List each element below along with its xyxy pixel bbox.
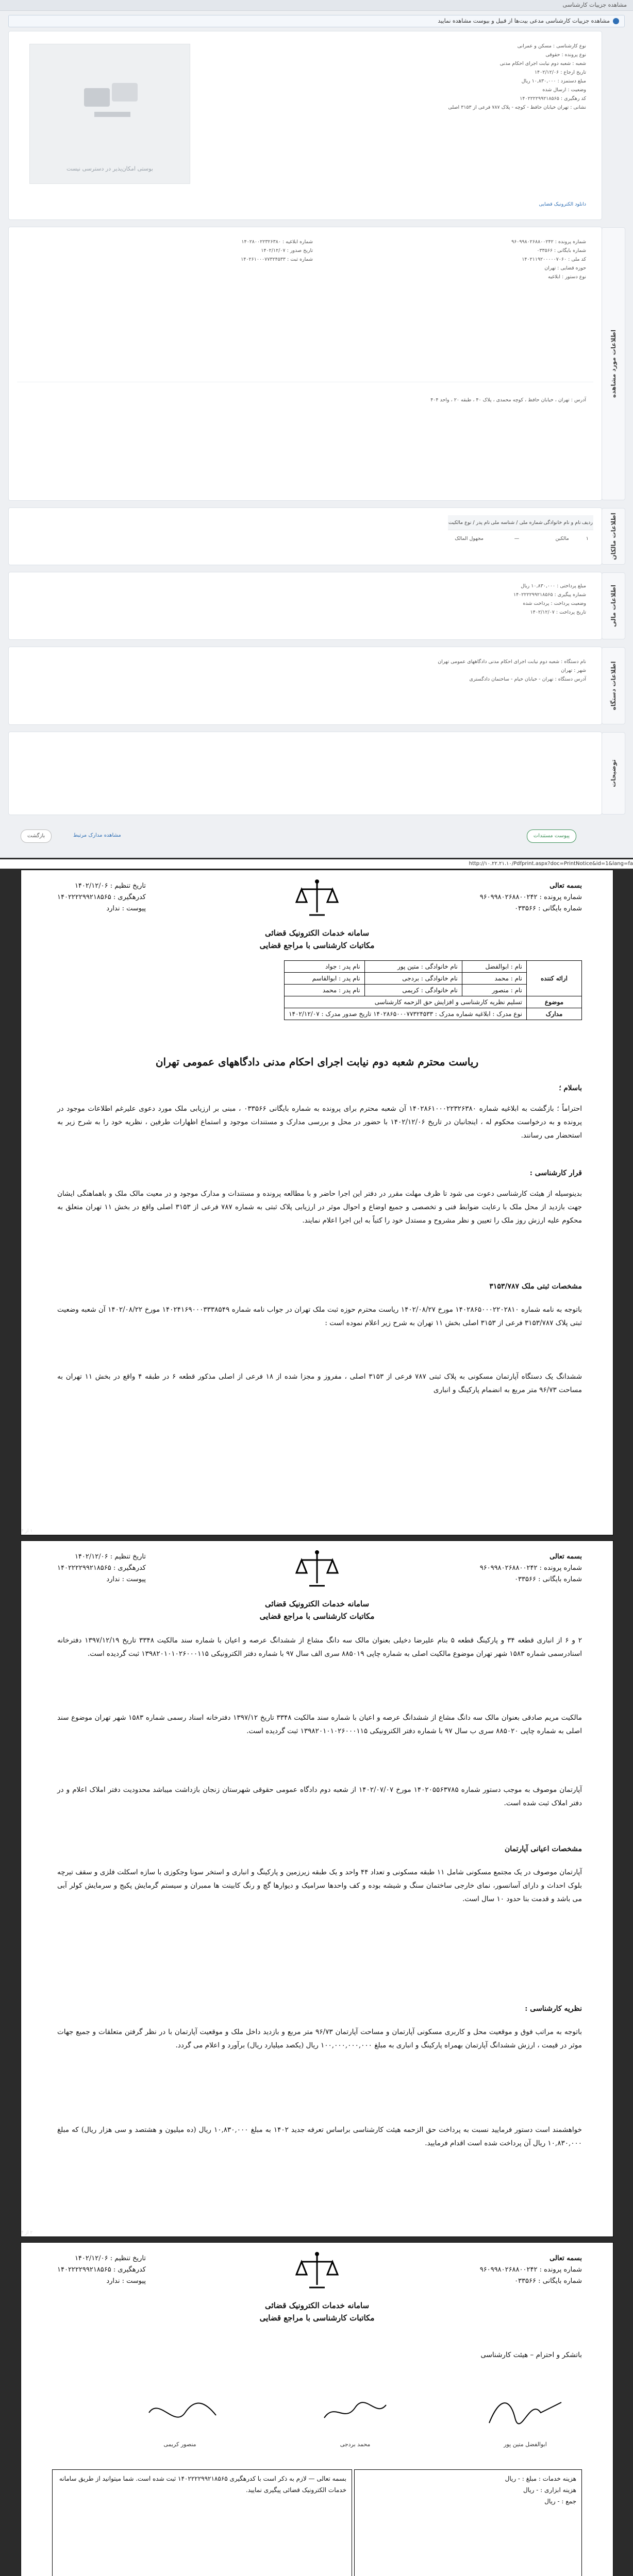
back-button[interactable]: بازگشت bbox=[21, 829, 52, 843]
paragraph: آپارتمان موصوف در یک مجتمع مسکونی شامل ۱۱ طبقه مسکونی و تعداد ۴۴ واحد و یک طبقه زیرزمین و پارکینگ و انباری و استخر سونا وجکوزی با سازه اسکلت فلزی و سقف تیرچه بلوک احداث و دارای آسانسور، نمای خارجی ساختمان سنگ و شیشه بوده و کف واحدها سرامیک و دیوارها گچ و رنگ کابینت ها ممبران و سیستم گرمایش پکیج و سرمایش کولر آبی می باشد و قدمت بنا حدود ۱۰ سال است. bbox=[57, 1868, 582, 1903]
paragraph: خواهشمند است دستور فرمایید نسبت به پرداخت حق الزحمه هیئت کارشناسی براساس تعرفه جدید ۱۴۰۲ به مبلغ ۱۰,۸۳۰,۰۰۰ ریال (ده میلیون و هشتصد و سی هزار ریال) که مبلغ ۱۰,۸۳۰,۰۰۰ ریال آن پرداخت شده است اقدام فرمایید. bbox=[57, 2126, 582, 2147]
doc-header-line: بسمه تعالی bbox=[549, 2255, 582, 2262]
fin-line: وضعیت پرداخت : پرداخت شده bbox=[523, 601, 586, 606]
attachments-value: نوع مدرک : ابلاغیه شماره مدرک : ۱۴۰۲۸۶۵۰۰۰۷۷۳۲۴۵۳۳ تاریخ صدور مدرک : ۱۴۰۲/۱۲/۰۷ bbox=[285, 1008, 527, 1020]
case-field: شماره ثبت : ۱۴۰۲۶۱۰۰۰۷۷۳۲۴۵۳۳ bbox=[241, 257, 313, 262]
table-header: شماره ملی / شناسه ملی bbox=[490, 515, 543, 530]
doc-header-line: پیوست : ندارد bbox=[106, 905, 146, 912]
image-caption: بوستی امکان‌پذیر در دسترسی نیست bbox=[66, 165, 153, 172]
office-line: نام دستگاه : شعبه دوم نیابت اجرای احکام مدنی دادگاههای عمومی تهران bbox=[438, 659, 586, 665]
table-row bbox=[285, 996, 582, 1008]
doc-header-line: کدرهگیری : ۱۴۰۲۲۲۲۹۹۲۱۸۵۶۵ bbox=[57, 1564, 146, 1572]
attachments-label: مدارک bbox=[527, 1008, 582, 1020]
doc-header-line: شماره پرونده : ۹۶۰۹۹۸۰۲۶۸۸۰۰۲۴۲ bbox=[479, 893, 582, 901]
office-line: آدرس دستگاه : تهران - خیابان خیام - ساختمان دادگستری bbox=[469, 676, 586, 682]
case-field: نوع دستور : ابلاغیه bbox=[548, 274, 586, 280]
attach-docs-button[interactable]: پیوست مستندات bbox=[527, 829, 576, 843]
info-line: نوع پرونده : حقوقی bbox=[545, 52, 586, 58]
signature-3 bbox=[139, 2392, 221, 2433]
paragraph: آپارتمان موصوف به موجب دستور شماره ۱۴۰۲۰۵۵۶۳۷۸۵ مورخ ۱۴۰۲/۰۷/۰۷ از شعبه دوم دادگاه عمومی حقوقی شهرستان زنجان بازداشت میباشد محدودیت دفتر املاک اعلام و در دفتر املاک ثبت شده است. bbox=[57, 1786, 582, 1807]
judiciary-emblem-icon bbox=[289, 1547, 345, 1594]
fin-line: تاریخ پرداخت : ۱۴۰۲/۱۲/۰۷ bbox=[530, 609, 586, 615]
fee-box bbox=[354, 2469, 582, 2576]
table-header: ردیف bbox=[581, 515, 593, 530]
doc-header-line: کدرهگیری : ۱۴۰۲۲۲۲۹۹۲۱۸۵۶۵ bbox=[57, 893, 146, 901]
doc-header-line: شماره بایگانی : ۰۳۳۵۶۶ bbox=[514, 2277, 582, 2285]
section-heading: مشخصات ثبتی ملک ۳۱۵۳/۷۸۷ bbox=[489, 1282, 582, 1291]
table-cell: نام : محمد bbox=[462, 973, 526, 985]
notes-section-tab bbox=[602, 732, 625, 815]
table-cell: نام پدر : محمد bbox=[285, 985, 365, 996]
parties-table bbox=[284, 960, 582, 1020]
case-card bbox=[8, 227, 617, 501]
image-placeholder bbox=[29, 44, 190, 184]
paragraph: بدینوسیله از هیئت کارشناسی دعوت می شود تا ظرف مهلت مقرر در دفتر این اجرا حاضر و با مطالعه پرونده و مستندات و مدارک موجود و در معیت مالک ملک و باهماهنگی ایشان جهت بازدید از محل ملک با رعایت ضوابط فنی و تخصصی و جمیع اوضاع و احوال موثر در ارزیابی پلاک ثبتی به شماره ۷۸۷ فرعی از ۳۱۵۳ اصلی واقع در بخش ۱۱ تهران متعلق به محکوم علیه ارزش روز ملک را تعیین و نظر مشروح و مستدل خود را کتباً به این اجرا اعلام نمایند. bbox=[57, 1190, 582, 1225]
alert-text: مشاهده جزییات کارشناسی مدعی بیت‌ها از قبیل و بیوست مشاهده نمایید bbox=[438, 18, 610, 24]
doc-header-center bbox=[21, 927, 613, 952]
footer-note: بسمه تعالی — لازم به ذکر است با کدرهگیری ۱۴۰۲۲۲۲۹۹۲۱۸۵۶۵ ثبت شده است. شما میتوانید از طریق سامانه خدمات الکترونیک قضائی پیگیری نمایید. bbox=[59, 2475, 346, 2494]
doc-header-right bbox=[480, 880, 582, 914]
info-alert bbox=[8, 15, 625, 27]
judiciary-emblem-icon bbox=[289, 2249, 345, 2295]
fin-section-title: اطلاعات مالی bbox=[610, 584, 617, 628]
doc-header-center bbox=[21, 1598, 613, 1622]
table-row bbox=[448, 530, 593, 547]
fin-line: مبلغ پرداختی : ۱۰,۸۳۰,۰۰۰ ریال bbox=[521, 583, 586, 589]
fin-line: شماره پیگیری : ۱۴۰۲۲۲۲۹۹۲۱۸۵۶۵ bbox=[513, 592, 586, 598]
paragraph: باتوجه به نامه شماره ۱۴۰۲۸۶۵۰۰۰۲۲۰۲۸۱۰ مورخ ۱۴۰۲/۰۸/۲۷ ریاست محترم حوزه ثبت ملک تهران در جواب نامه شماره ۱۴۰۲۴۱۶۹۰۰۰۳۳۳۸۵۴۹ مورخ ۱۴۰۲/۰۸/۲۲ آن شعبه وضعیت ثبتی پلاک ۳۱۵۳/۷۸۷ فرعی از ۳۱۵۳ اصلی بخش ۱۱ تهران به شرح زیر اعلام نموده است : bbox=[57, 1306, 582, 1327]
doc-system-name: سامانه خدمات الکترونیک قضائی bbox=[264, 2301, 370, 2310]
info-icon bbox=[613, 18, 619, 24]
info-line: شعبه : شعبه دوم نیابت اجرای احکام مدنی bbox=[499, 61, 586, 66]
doc-header-line: تاریخ تنظیم : ۱۴۰۲/۱۲/۰۶ bbox=[74, 882, 146, 890]
table-row bbox=[285, 961, 582, 973]
office-line: شهر : تهران bbox=[561, 668, 586, 673]
paragraph: احتراماً ؛ بازگشت به ابلاغیه شماره ۱۴۰۲۸۶۱۰۰۰۲۲۳۲۶۳۸۰ آن شعبه محترم برای پرونده به شماره بایگانی ۰۳۳۵۶۶ ، مبنی بر ارزیابی ملک مورد دعوی علیرغم اطلاعات موجود در پرونده و به درخواست محکوم له ، اینجانبان در تاریخ ۱۴۰۲/۱۲/۰۶ با حضور در محل و بررسی مدارک و مستندات موجود و استماع اظهارات طرفین ، نظریه خود را به شرح زیر به استحضار می رسانند. bbox=[57, 1105, 582, 1140]
doc-header-line: کدرهگیری : ۱۴۰۲۲۲۲۹۹۲۱۸۵۶۵ bbox=[57, 2266, 146, 2274]
case-field: شماره بایگانی : ۰۳۳۵۶۶ bbox=[537, 248, 586, 253]
doc-header-right bbox=[480, 2253, 582, 2287]
section-heading: مشخصات اعیانی آپارتمان bbox=[504, 1845, 582, 1853]
signer-name: محمد بردجی bbox=[340, 2441, 371, 2448]
doc-header-left bbox=[57, 880, 146, 914]
info-line: کد رهگیری : ۱۴۰۲۲۲۲۹۹۲۱۸۵۶۵ bbox=[520, 96, 586, 101]
doc-header-line: شماره بایگانی : ۰۳۳۵۶۶ bbox=[514, 1575, 582, 1583]
table-cell: ۱ bbox=[586, 535, 589, 541]
table-cell: نام پدر : جواد bbox=[285, 961, 365, 973]
signature-2 bbox=[314, 2392, 396, 2433]
section-heading: نظریه کارشناسی : bbox=[525, 2005, 582, 2013]
info-line: نشانی : تهران خیابان حافظ - کوچه - پلاک ۷۸۷ فرعی از ۳۱۵۳ اصلی bbox=[448, 105, 586, 110]
table-header: نام و نام خانوادگی bbox=[543, 515, 581, 530]
case-field: شماره پرونده : ۹۶۰۹۹۸۰۲۶۸۸۰۰۲۴۲ bbox=[511, 239, 586, 245]
table-cell: نام خانوادگی : کریمی bbox=[364, 985, 462, 996]
doc-header-left bbox=[57, 2253, 146, 2287]
office-section-tab bbox=[602, 647, 625, 724]
signer-name: ابوالفضل متین پور bbox=[504, 2441, 547, 2448]
doc-header-center bbox=[21, 2299, 613, 2324]
paragraph: ششدانگ یک دستگاه آپارتمان مسکونی به پلاک ثبتی ۷۸۷ فرعی از ۳۱۵۳ اصلی ، مفروز و مجزا شده از ۱۸ فرعی از اصلی مذکور قطعه ۶ در طبقه ۴ واقع در بخش ۱۱ تهران به مساحت ۹۶/۷۳ متر مربع به انضمام پارکینگ و انباری bbox=[57, 1372, 582, 1394]
notes-section-title: توضیحات bbox=[610, 759, 617, 787]
table-cell: نام خانوادگی : متین پور bbox=[364, 961, 462, 973]
e-doc-link[interactable]: دانلود الکترونیک قضایی bbox=[539, 201, 586, 207]
closing-line: باتشکر و احترام – هیئت کارشناسی bbox=[480, 2351, 582, 2359]
fee-line: جمع : - ریال bbox=[544, 2498, 576, 2505]
owners-section-title: اطلاعات مالکان bbox=[610, 513, 617, 560]
paragraph: باتوجه به مراتب فوق و موقعیت محل و کاربری مسکونی آپارتمان و مساحت آپارتمان ۹۶/۷۳ متر مربع و بازدید داخل ملک و موقعیت آپارتمان با در نظر گرفتن متعلقات و جمیع جهات موثر در قیمت ، ارزش ششدانگ آپارتمان بهمراه پارکینگ و انباری به مبلغ ۱۰۰,۰۰۰,۰۰۰,۰۰۰ ریال (یکصد میلیارد ریال) برآورد و اعلام می گردد. bbox=[57, 2028, 582, 2049]
fee-line: هزینه خدمات : مبلغ : - ریال bbox=[505, 2475, 576, 2482]
judiciary-emblem-icon bbox=[289, 876, 345, 923]
doc-header-line: بسمه تعالی bbox=[549, 882, 582, 890]
salutation: باسلام ؛ bbox=[559, 1084, 582, 1092]
financial-card bbox=[8, 572, 617, 640]
url-line: http://۱۰.۲۲.۲۱.۱۰/Pdfprint.aspx?doc=PrintNotice&id=1&lang=fa bbox=[0, 859, 633, 869]
doc-header-right bbox=[480, 1551, 582, 1585]
doc-header-line: تاریخ تنظیم : ۱۴۰۲/۱۲/۰۶ bbox=[74, 1553, 146, 1561]
doc-header-line: بسمه تعالی bbox=[549, 1553, 582, 1561]
office-section-title: اطلاعات دستگاه bbox=[610, 661, 617, 710]
page-label: ۲ از ۴ bbox=[21, 2230, 33, 2235]
document-page-1 bbox=[21, 870, 613, 1535]
section-heading: قرار کارشناسی : bbox=[529, 1169, 582, 1177]
table-cell: نام : منصور bbox=[462, 985, 526, 996]
paragraph: ۲ و ۶ از انباری قطعه ۳۴ و پارکینگ قطعه ۵ بنام علیرضا دخیلی بعنوان مالک سه دانگ مشاع از ششدانگ عرصه و اعیان با شماره سند مالکیت ۳۳۴۸ تاریخ ۱۳۹۷/۱۲/۱۹ دفترخانه اسنادرسمی شماره ۱۵۸۳ شهر تهران موضوع مالکیت اصلی به شماره چاپی ۸۸۵۰۱۹ سری الف سال ۹۷ با شماره دفتر الکترونیکی ۱۳۹۸۲۰۱۰۱۰۲۶۰۰۰۱۱۵ ثبت گردیده است. bbox=[57, 1636, 582, 1658]
doc-header-line: شماره پرونده : ۹۶۰۹۹۸۰۲۶۸۸۰۰۲۴۲ bbox=[479, 2266, 582, 2274]
subject-label: موضوع bbox=[527, 996, 582, 1008]
doc-header-left bbox=[57, 1551, 146, 1585]
table-cell: مجهول المالک bbox=[455, 535, 484, 541]
doc-title: ریاست محترم شعبه دوم نیابت اجرای احکام مدنی دادگاههای عمومی تهران bbox=[155, 1056, 479, 1068]
case-field: کد ملی : ۱۴۰۲۱۱۹۲۰۰۰۰۰۷۰۶۰ bbox=[522, 257, 586, 262]
owners-section-tab bbox=[602, 508, 625, 565]
owners-table bbox=[448, 515, 593, 547]
doc-system-subtitle: مکاتبات کارشناسی با مراجع قضایی bbox=[259, 941, 375, 950]
portal-section bbox=[0, 0, 633, 858]
gavel-icon bbox=[79, 67, 141, 129]
table-cell: نام خانوادگی : بردجی bbox=[364, 973, 462, 985]
owners-card bbox=[8, 507, 617, 565]
table-cell: نام : ابوالفضل bbox=[462, 961, 526, 973]
doc-system-subtitle: مکاتبات کارشناسی با مراجع قضایی bbox=[259, 2313, 375, 2323]
subject-value: تسلیم نظریه کارشناسی و افزایش حق الزحمه کارشناسی bbox=[285, 996, 527, 1008]
table-cell: مالکین bbox=[555, 535, 569, 541]
document-page-2 bbox=[21, 1540, 613, 2237]
address-line: آدرس : تهران ، خیابان حافظ ، کوچه محمدی ، پلاک ۴۰ ، طبقه ۲۰ ، واحد ۴۰۴ bbox=[430, 397, 586, 403]
signature-1 bbox=[484, 2392, 567, 2433]
case-field: تاریخ صدور : ۱۴۰۲/۱۲/۰۷ bbox=[261, 248, 313, 253]
view-docs-button[interactable]: مشاهده مدارک مرتبط bbox=[73, 833, 121, 838]
breadcrumb[interactable]: مشاهده جزییات کارشناسی bbox=[0, 0, 633, 11]
info-line: تاریخ ارجاع : ۱۴۰۲/۱۲/۰۶ bbox=[534, 70, 586, 75]
doc-system-name: سامانه خدمات الکترونیک قضائی bbox=[264, 928, 370, 938]
table-cell: — bbox=[514, 535, 520, 541]
doc-system-name: سامانه خدمات الکترونیک قضائی bbox=[264, 1599, 370, 1608]
case-section-title: اطلاعات مورد مشاهده bbox=[610, 329, 617, 398]
office-card bbox=[8, 647, 617, 725]
table-cell: نام پدر : ابوالقاسم bbox=[285, 973, 365, 985]
table-header: نام پدر / نوع مالکیت bbox=[448, 515, 490, 530]
case-section-tab bbox=[602, 227, 625, 500]
fee-line: هزینه ابزاری : - ریال bbox=[523, 2486, 576, 2494]
info-line: وضعیت : ارسال شده bbox=[542, 87, 586, 93]
info-line: مبلغ دستمزد : ۱۰,۸۳۰,۰۰۰ ریال bbox=[521, 78, 586, 84]
presenter-label: ارائه کننده bbox=[527, 961, 582, 996]
doc-header-line: پیوست : ندارد bbox=[106, 1575, 146, 1583]
notes-card bbox=[8, 732, 617, 815]
doc-header-line: شماره بایگانی : ۰۳۳۵۶۶ bbox=[514, 905, 582, 912]
paragraph: مالکیت مریم صادقی بعنوان مالک سه دانگ مشاع از ششدانگ عرصه و اعیان با شماره سند مالکیت ۳۳۴۸ تاریخ ۱۳۹۷/۱۲ دفترخانه اسناد رسمی شماره ۱۵۸۳ شهر تهران موضوع سند اصلی به شماره چاپی ۸۸۵۰۲۰ سری ب سال ۹۷ با شماره دفتر الکترونیکی ۱۳۹۸۲۰۱۰۱۰۲۶۰۰۰۱۱۵ ثبت گردیده است. bbox=[57, 1714, 582, 1735]
doc-header-line: پیوست : ندارد bbox=[106, 2277, 146, 2285]
table-row bbox=[285, 1008, 582, 1020]
doc-header-line: تاریخ تنظیم : ۱۴۰۲/۱۲/۰۶ bbox=[74, 2255, 146, 2262]
doc-header-line: شماره پرونده : ۹۶۰۹۹۸۰۲۶۸۸۰۰۲۴۲ bbox=[479, 1564, 582, 1572]
signer-name: منصور کریمی bbox=[163, 2441, 196, 2448]
summary-card bbox=[8, 31, 602, 220]
page-label: ۱ از ۴ bbox=[21, 1529, 33, 1534]
case-field: شماره ابلاغیه : ۱۴۰۲۸۰۰۲۲۳۲۶۳۸۰ bbox=[241, 239, 313, 245]
doc-system-subtitle: مکاتبات کارشناسی با مراجع قضایی bbox=[259, 1612, 375, 1621]
footer-note-box bbox=[52, 2469, 352, 2576]
document-page-3 bbox=[21, 2242, 613, 2576]
info-line: نوع کارشناسی : مسکن و عمرانی bbox=[517, 43, 586, 49]
case-field: حوزه قضایی : تهران bbox=[544, 265, 586, 271]
fin-section-tab bbox=[602, 572, 625, 639]
